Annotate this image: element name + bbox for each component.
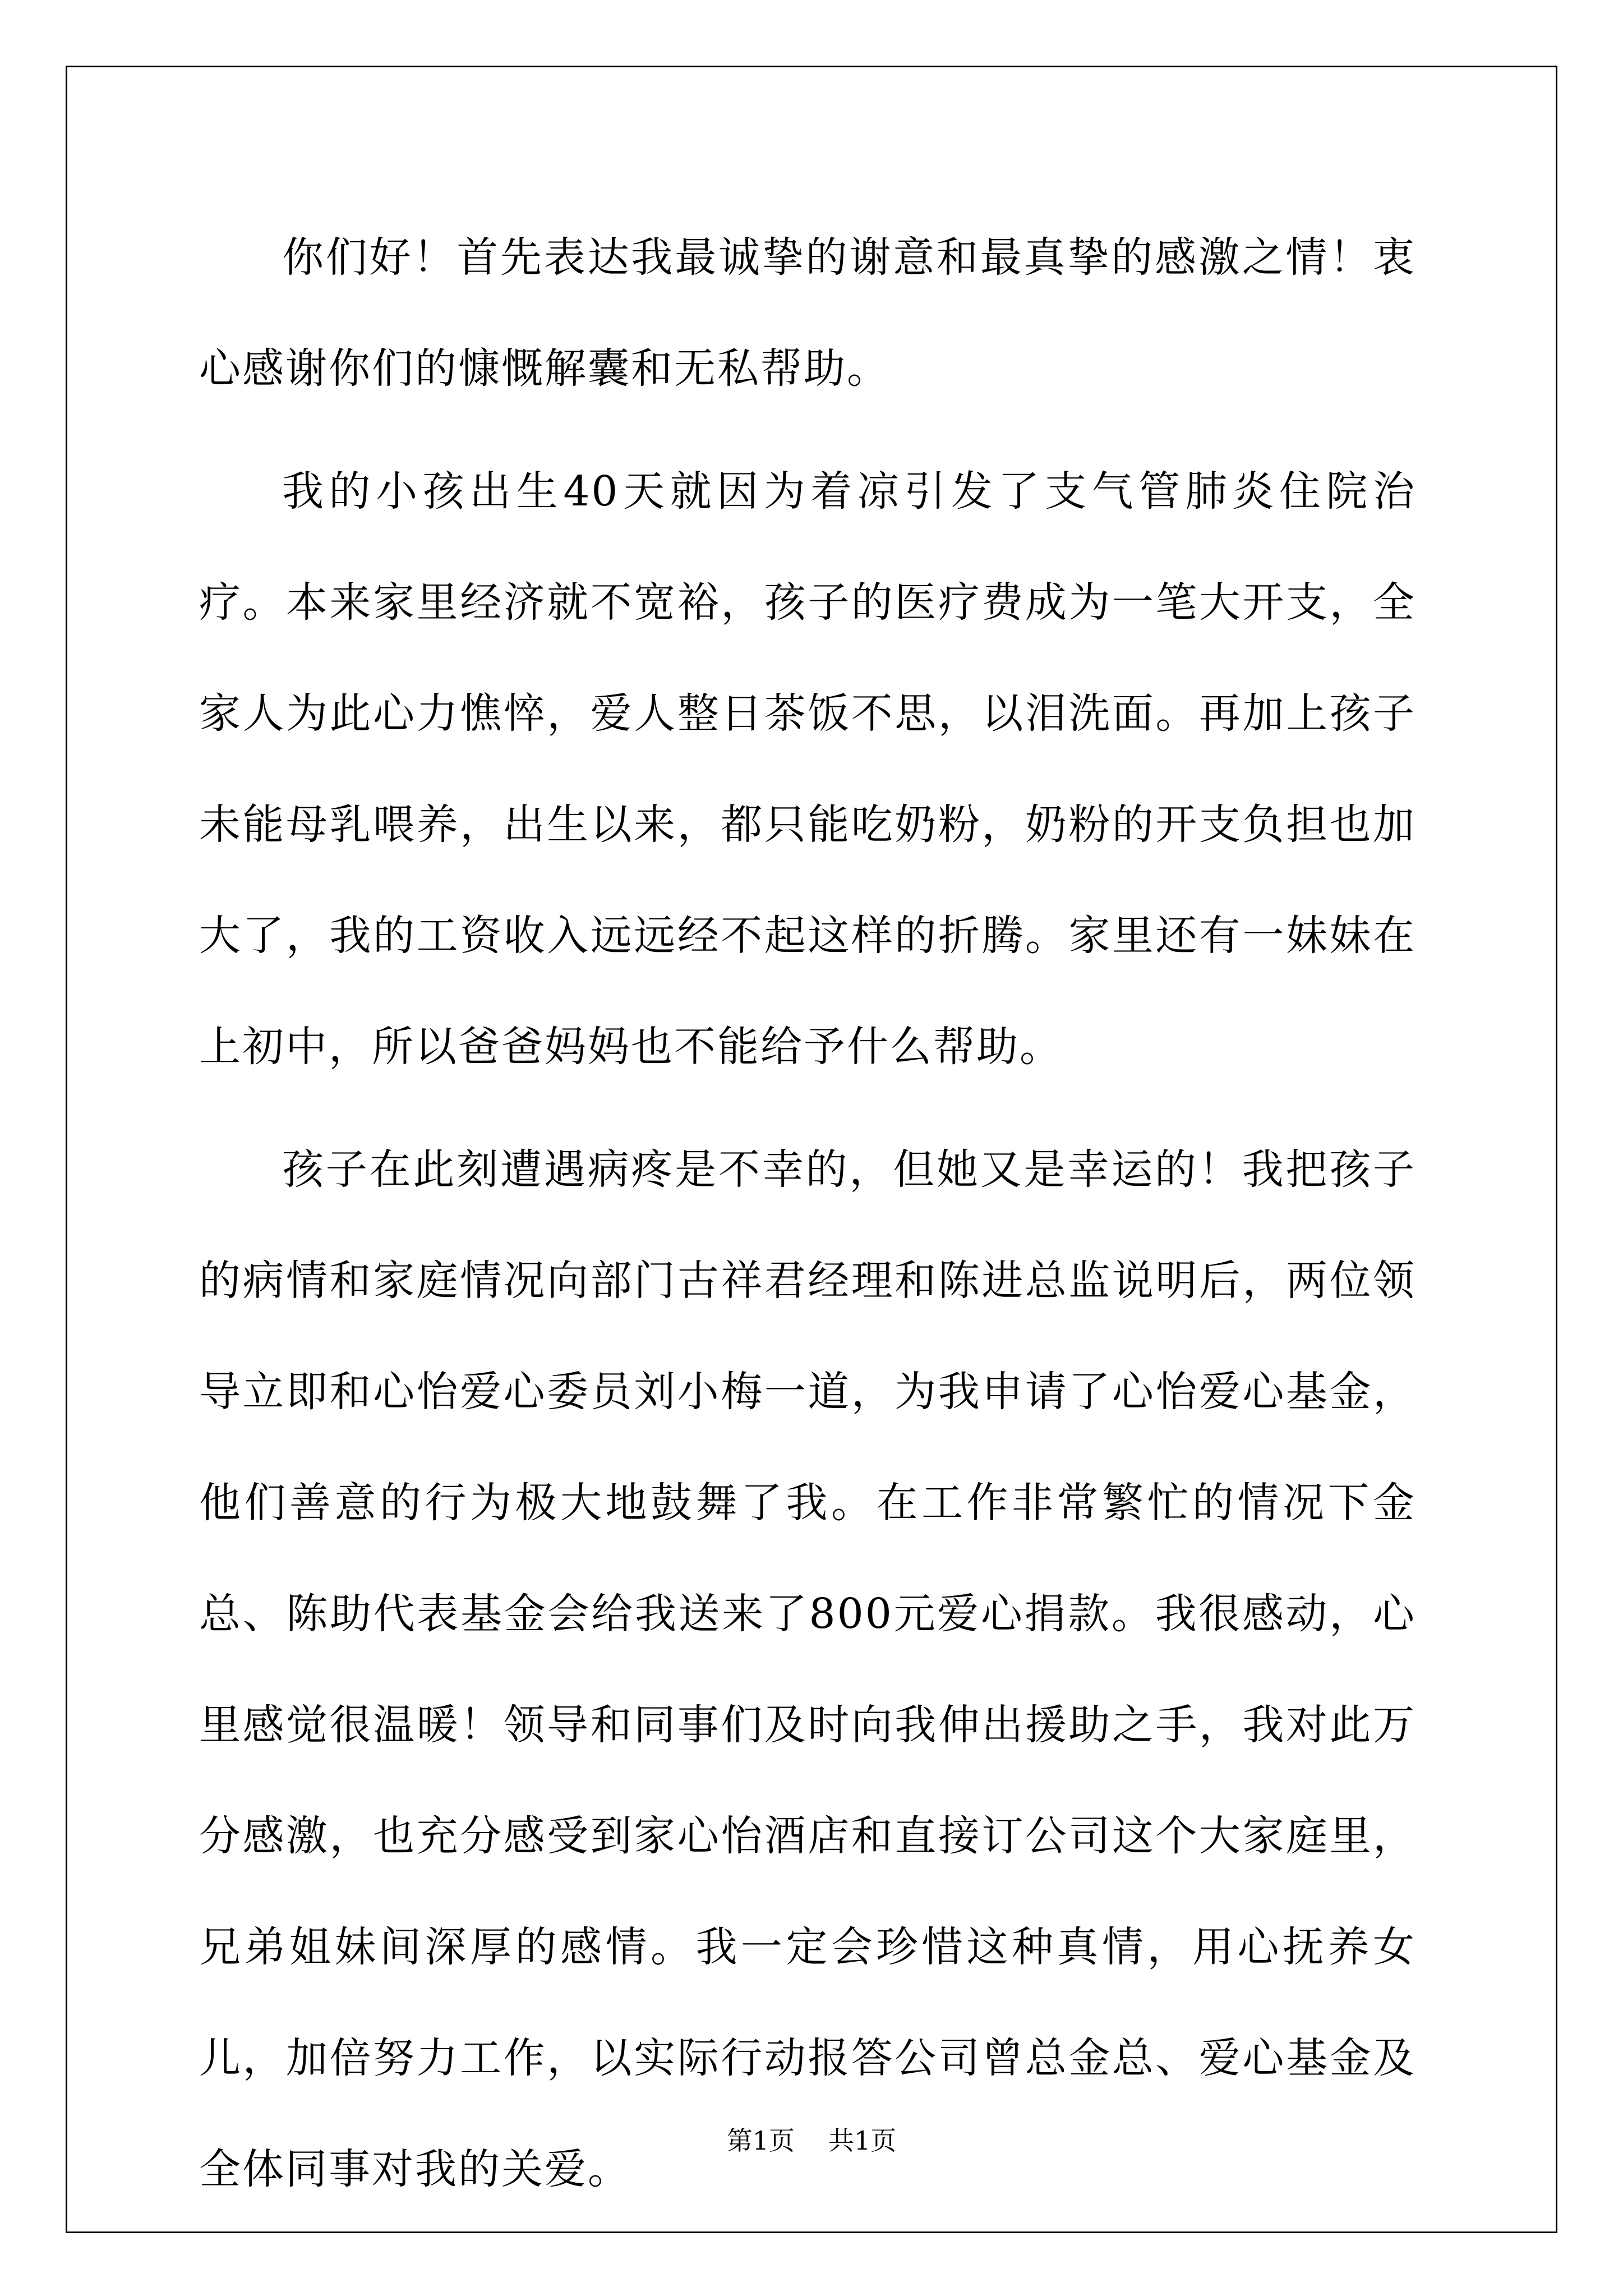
page-number-total: 共1页: [828, 2125, 897, 2156]
paragraph-2: 我的小孩出生40天就因为着凉引发了支气管肺炎住院治疗。本来家里经济就不宽裕，孩子的医疗费成为一笔大开支，全家人为此心力憔悴，爱人整日茶饭不思，以泪洗面。再加上孩子未能母乳喂养，出生以来，都只能吃奶粉，奶粉的开支负担也加大了，我的工资收入远远经不起这样的折腾。家里还有一妹妹在上初中，所以爸爸妈妈也不能给予什么帮助。: [199, 467, 1416, 1071]
page-footer: [0, 2120, 1623, 2157]
page-number-current: 第1页: [726, 2125, 795, 2156]
document-body: [199, 202, 1416, 2237]
paragraph-3: 孩子在此刻遭遇病疼是不幸的，但她又是幸运的！我把孩子的病情和家庭情况向部门古祥君经理和陈进总监说明后，两位领导立即和心怡爱心委员刘小梅一道，为我申请了心怡爱心基金，他们善意的行为极大地鼓舞了我。在工作非常繁忙的情况下金总、陈助代表基金会给我送来了800元爱心捐款。我很感动，心里感觉很温暖！领导和同事们及时向我伸出援助之手，我对此万分感激，也充分感受到家心怡酒店和直接订公司这个大家庭里，兄弟姐妹间深厚的感情。我一定会珍惜这种真情，用心抚养女儿，加倍努力工作，以实际行动报答公司曾总金总、爱心基金及全体同事对我的关爱。: [199, 1145, 1416, 2193]
paragraph-1: 你们好！首先表达我最诚挚的谢意和最真挚的感激之情！衷心感谢你们的慷慨解囊和无私帮助。: [199, 233, 1416, 393]
